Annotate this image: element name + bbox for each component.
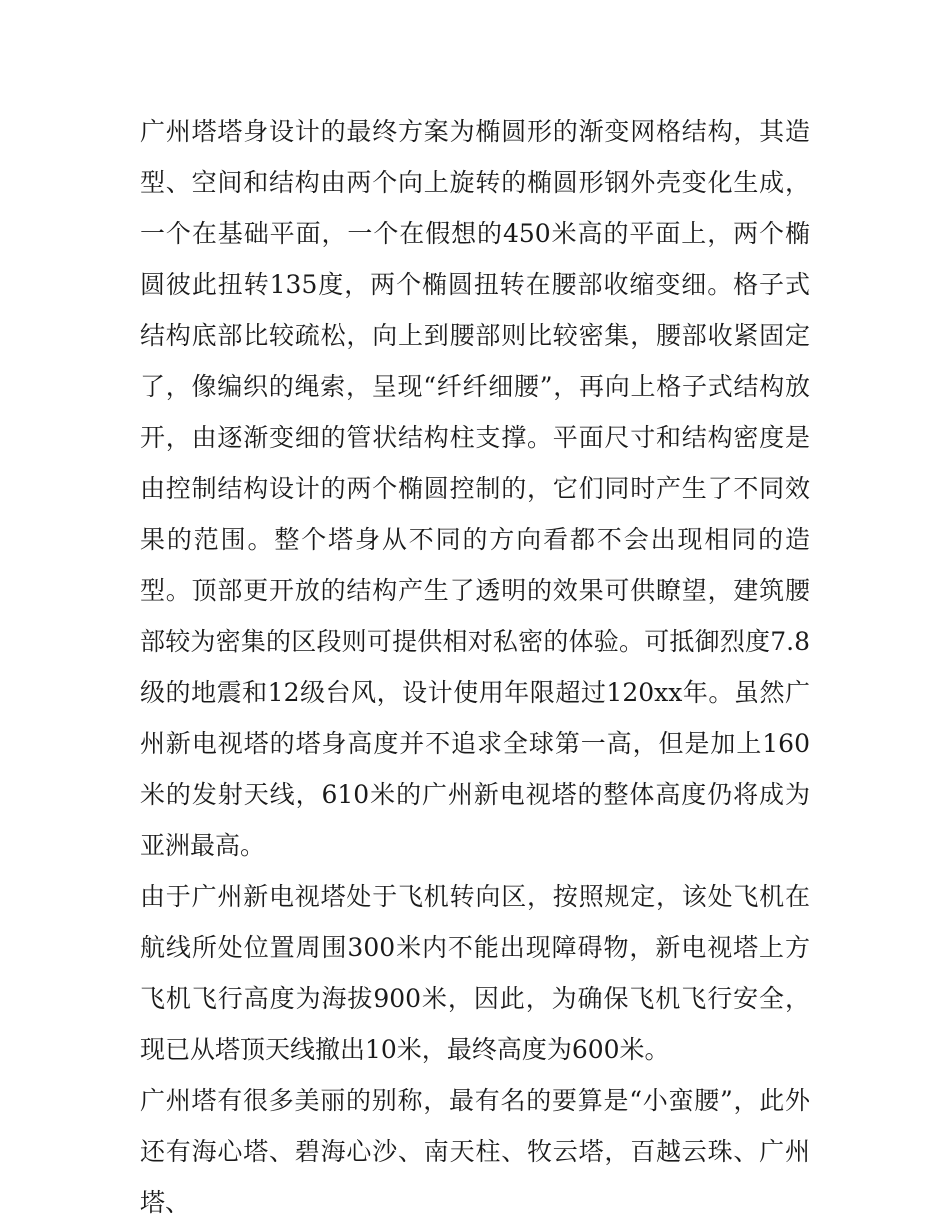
document-body (140, 106, 810, 1228)
paragraph-nicknames: 广州塔有很多美丽的别称，最有名的要算是“小蛮腰”，此外还有海心塔、碧海心沙、南天柱、牧云塔，百越云珠、广州塔、 (140, 1086, 810, 1217)
paragraph-height-restriction: 由于广州新电视塔处于飞机转向区，按照规定，该处飞机在航线所处位置周围300米内不能出现障碍物，新电视塔上方飞机飞行高度为海拔900米，因此，为确保飞机飞行安全，现已从塔顶天线撤出10米，最终高度为600米。 (140, 882, 810, 1064)
paragraph-tower-design: 广州塔塔身设计的最终方案为椭圆形的渐变网格结构，其造型、空间和结构由两个向上旋转的椭圆形钢外壳变化生成，一个在基础平面，一个在假想的450米高的平面上，两个椭圆彼此扭转135度，两个椭圆扭转在腰部收缩变细。格子式结构底部比较疏松，向上到腰部则比较密集，腰部收紧固定了，像编织的绳索，呈现“纤纤细腰”，再向上格子式结构放开，由逐渐变细的管状结构柱支撑。平面尺寸和结构密度是由控制结构设计的两个椭圆控制的，它们同时产生了不同效果的范围。整个塔身从不同的方向看都不会出现相同的造型。顶部更开放的结构产生了透明的效果可供瞭望，建筑腰部较为密集的区段则可提供相对私密的体验。可抵御烈度7.8级的地震和12级台风，设计使用年限超过120xx年。虽然广州新电视塔的塔身高度并不追求全球第一高，但是加上160米的发射天线，610米的广州新电视塔的整体高度仍将成为亚洲最高。 (140, 117, 810, 860)
